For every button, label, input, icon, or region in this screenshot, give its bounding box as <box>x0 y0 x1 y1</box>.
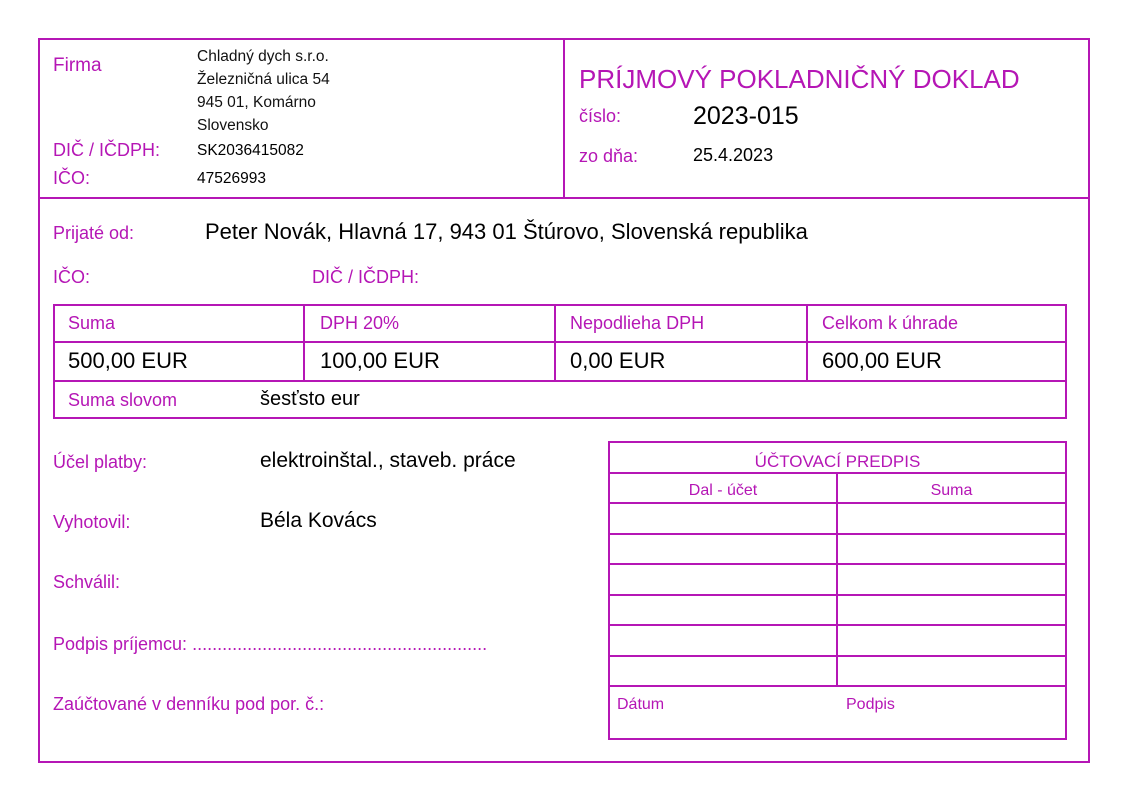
accounting-col-sum: Suma <box>930 482 973 499</box>
amounts-value-total: 600,00 EUR <box>822 348 942 373</box>
payer-dic-label: DIČ / IČDPH: <box>312 267 420 287</box>
company-address <box>197 45 330 137</box>
amounts-header-novat: Nepodlieha DPH <box>570 313 705 333</box>
payer-label: Prijaté od: <box>53 223 135 243</box>
journal-label: Zaúčtované v denníku pod por. č.: <box>53 694 325 714</box>
amounts-header-divider <box>53 341 1067 343</box>
document-number-label: číslo: <box>579 106 622 126</box>
document-title: PRÍJMOVÝ POKLADNIČNÝ DOKLAD <box>579 64 1020 94</box>
amounts-value-vat: 100,00 EUR <box>320 348 440 373</box>
recipient-signature-label: Podpis príjemcu: <box>53 634 193 654</box>
accounting-col-divider <box>836 472 838 687</box>
amounts-row-divider <box>53 380 1067 382</box>
recipient-signature-line <box>53 634 487 655</box>
company-label: Firma <box>53 55 102 76</box>
payer-value: Peter Novák, Hlavná 17, 943 01 Štúrovo, Slovenská republika <box>205 219 808 244</box>
company-name: Chladný dych s.r.o. <box>197 48 329 65</box>
company-dic-label: DIČ / IČDPH: <box>53 140 161 160</box>
company-ico-value: 47526993 <box>197 170 266 187</box>
recipient-signature-dots: ........................................................... <box>192 634 488 654</box>
amounts-value-sum: 500,00 EUR <box>68 348 188 373</box>
amounts-value-novat: 0,00 EUR <box>570 348 666 373</box>
document-number: 2023-015 <box>693 102 799 130</box>
amounts-header-total: Celkom k úhrade <box>822 313 959 333</box>
amounts-header-vat: DPH 20% <box>320 313 400 333</box>
amounts-col-divider-1 <box>303 304 305 382</box>
payer-ico-label: IČO: <box>53 267 91 287</box>
accounting-title: ÚČTOVACÍ PREDPIS <box>754 452 921 471</box>
accounting-col-account: Dal - účet <box>688 482 758 499</box>
amounts-col-divider-2 <box>554 304 556 382</box>
purpose-value: elektroinštal., staveb. práce <box>260 449 516 472</box>
company-street: Železničná ulica 54 <box>197 71 330 88</box>
document-date-label: zo dňa: <box>579 146 639 166</box>
amount-words-value: šesťsto eur <box>260 388 360 410</box>
issued-by-label: Vyhotovil: <box>53 512 131 532</box>
purpose-label: Účel platby: <box>53 452 148 472</box>
approved-by-label: Schválil: <box>53 572 121 592</box>
accounting-date-label: Dátum <box>617 696 665 713</box>
company-city: 945 01, Komárno <box>197 94 316 111</box>
company-ico-label: IČO: <box>53 168 91 188</box>
document-date: 25.4.2023 <box>693 145 774 165</box>
company-dic-value: SK2036415082 <box>197 142 304 159</box>
company-country: Slovensko <box>197 117 269 134</box>
header-vertical-divider <box>563 38 565 198</box>
amount-words-label: Suma slovom <box>68 390 178 410</box>
accounting-sign-label: Podpis <box>846 696 895 713</box>
amounts-header-sum: Suma <box>68 313 116 333</box>
issued-by-value: Béla Kovács <box>260 509 377 532</box>
amounts-col-divider-3 <box>806 304 808 382</box>
